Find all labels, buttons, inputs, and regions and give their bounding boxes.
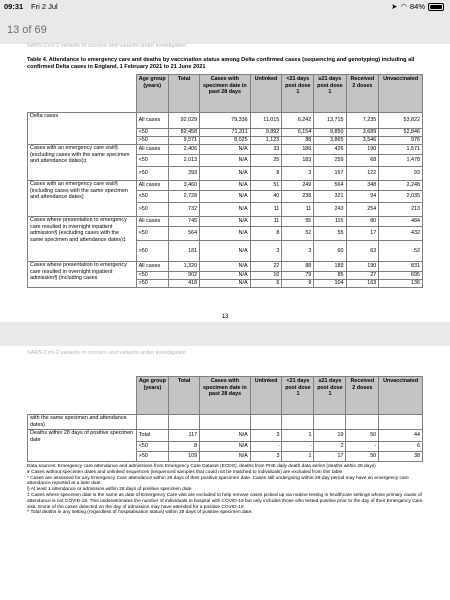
row-group-label: Cases where presentation to emergency care resulted in overnight inpatient admission§ (excluding cases with the same specimen and attendance dates)‡	[28, 217, 137, 262]
value-cell: 27	[346, 272, 379, 280]
value-cell: 249	[282, 181, 314, 191]
value-cell: 564	[314, 181, 346, 191]
value-cell: N/A	[200, 217, 250, 227]
value-cell: 254	[346, 203, 379, 217]
header-cases-28-days: Cases with specimen date in past 28 days	[200, 377, 251, 415]
value-cell: N/A	[200, 280, 250, 288]
age-group-cell: All cases	[136, 181, 168, 191]
value-cell: 13,715	[314, 113, 346, 129]
row-group-label: Deaths within 28 days of positive specimen date	[28, 430, 137, 462]
value-cell: 1,478	[379, 155, 423, 167]
age-group-cell: All cases	[136, 145, 168, 155]
value-cell: 3,689	[346, 129, 379, 137]
value-cell: 53,822	[379, 113, 423, 129]
value-cell: 68	[346, 155, 379, 167]
value-cell: 3,460	[168, 181, 199, 191]
value-cell: 25	[250, 155, 282, 167]
value-cell: 3,546	[346, 137, 379, 145]
age-group-cell: All cases	[136, 262, 168, 272]
value-cell: N/A	[200, 442, 251, 452]
value-cell: 22	[250, 262, 282, 272]
value-cell: 2,013	[168, 155, 199, 167]
header-row	[28, 377, 423, 415]
value-cell: 115	[314, 217, 346, 227]
status-bar	[0, 0, 450, 14]
value-cell: 163	[346, 280, 379, 288]
value-cell: 79,336	[200, 113, 250, 129]
value-cell: 321	[314, 191, 346, 203]
value-cell: 38	[379, 452, 423, 462]
value-cell: -	[250, 442, 282, 452]
value-cell: 2,728	[168, 191, 199, 203]
header-unlinked: Unlinked	[250, 75, 282, 113]
running-header: SARS-CoV-2 variants of concern and variants under investigation	[27, 350, 187, 356]
value-cell: 8	[250, 167, 282, 181]
table-row	[28, 181, 423, 191]
value-cell: 8	[250, 227, 282, 241]
header-cases-28-days: Cases with specimen date in past 28 days	[200, 75, 250, 113]
battery-percent: 84%	[409, 2, 425, 11]
value-cell: 190	[346, 145, 379, 155]
age-group-cell: >50	[136, 452, 168, 462]
value-cell: 16	[250, 272, 282, 280]
value-cell: 79	[282, 272, 314, 280]
value-cell: N/A	[200, 191, 250, 203]
value-cell: 243	[314, 203, 346, 217]
footnote: ‡ Cases where specimen date is the same as date of Emergency Care visit are excluded to help remove cases picked up via routine testing in healthcare settings whose primary cause of attendance is not COVID-19. This underestimates the number of individuals in hospital with COVID-19 but only includes those who tested positive prior to the day of their Emergency Care visit. Some of the cases detected on the day of admission may have attended for a positive COVID-19.	[27, 492, 423, 510]
value-cell: 902	[168, 272, 199, 280]
age-group-cell: All cases	[136, 113, 168, 129]
value-cell: 104	[314, 280, 346, 288]
value-cell: 3,865	[314, 137, 346, 145]
age-group-cell: <50	[136, 272, 168, 280]
value-cell: 8	[169, 442, 200, 452]
value-cell: 80	[346, 217, 379, 227]
age-group-cell: >50	[136, 280, 168, 288]
value-cell: 3	[282, 167, 314, 181]
value-cell: 6	[379, 442, 423, 452]
location-icon: ➤	[391, 2, 398, 11]
value-cell: N/A	[200, 145, 250, 155]
footnote: ^ Total deaths in any setting (regardless of hospitalisation status) within 28 days of positive specimen date.	[27, 510, 253, 516]
age-group-cell: Total	[136, 430, 168, 442]
value-cell: 40	[250, 191, 282, 203]
value-cell: 2,248	[379, 181, 423, 191]
header-unlinked: Unlinked	[250, 377, 282, 415]
value-cell: 11,015	[250, 113, 282, 129]
status-date: Fri 2 Jul	[31, 2, 58, 11]
value-cell: 55	[282, 217, 314, 227]
value-cell: 52,846	[379, 129, 423, 137]
value-cell: 484	[379, 217, 423, 227]
value-cell: 1,320	[168, 262, 199, 272]
header-lt21-days: <21 days post dose 1	[282, 75, 314, 113]
value-cell: 1	[282, 430, 314, 442]
document-page-14	[0, 346, 450, 600]
value-cell: 418	[168, 280, 199, 288]
value-cell: 19	[314, 430, 346, 442]
value-cell: 71,311	[200, 129, 250, 137]
value-cell: 9,892	[250, 129, 282, 137]
value-cell: 8,025	[200, 137, 250, 145]
age-group-cell: <50	[136, 155, 168, 167]
value-cell: 6,242	[282, 113, 314, 129]
value-cell: 6,154	[282, 129, 314, 137]
value-cell: 259	[314, 155, 346, 167]
value-cell: 117	[169, 430, 200, 442]
value-cell: 2	[314, 442, 346, 452]
header-unvaccinated: Unvaccinated	[379, 377, 423, 415]
value-cell: 189	[314, 262, 346, 272]
row-group-label: Cases with an emergency care visit§ (including cases with the same specimen and attendance dates)	[28, 181, 137, 217]
value-cell: 17	[314, 452, 346, 462]
value-cell: 432	[379, 227, 423, 241]
footnote: * Cases are assessed for any Emergency Care attendance within 28 days of their positive specimen date. Cases still undergoing within-28-day period may have an emergency care attendance reported at a later date.	[27, 475, 409, 487]
value-cell: 190	[346, 262, 379, 272]
value-cell: 122	[346, 167, 379, 181]
age-group-cell: All cases	[136, 217, 168, 227]
value-cell: N/A	[200, 430, 251, 442]
value-cell: -	[282, 442, 314, 452]
age-group-cell: <50	[136, 129, 168, 137]
age-group-cell: <50	[136, 191, 168, 203]
value-cell: 213	[379, 203, 423, 217]
table-row	[28, 145, 423, 155]
value-cell: 186	[282, 145, 314, 155]
value-cell: 167	[314, 167, 346, 181]
value-cell: N/A	[200, 241, 250, 262]
value-cell: 82,458	[168, 129, 199, 137]
value-cell: 60	[314, 241, 346, 262]
value-cell: 63	[346, 241, 379, 262]
value-cell: 88	[282, 262, 314, 272]
value-cell: 564	[168, 227, 199, 241]
value-cell: 52	[282, 227, 314, 241]
value-cell: 2,406	[168, 145, 199, 155]
value-cell: 33	[250, 145, 282, 155]
value-cell: 9,850	[314, 129, 346, 137]
data-table	[27, 74, 423, 288]
footnote: § At least 1 attendance or admission within 28 days of positive specimen date	[27, 487, 192, 493]
header-age-group: Age group (years)	[136, 75, 168, 113]
value-cell: 11	[250, 217, 282, 227]
row-group-label: Cases with an emergency care visit§ (excluding cases with the same specimen and attendance dates)‡	[28, 145, 137, 181]
table-row	[28, 430, 423, 442]
value-cell: 7,235	[346, 113, 379, 129]
value-cell: 3	[282, 241, 314, 262]
value-cell: 109	[169, 452, 200, 462]
age-group-cell: >50	[136, 137, 168, 145]
value-cell: 238	[282, 191, 314, 203]
value-cell: 6	[250, 280, 282, 288]
header-two-doses: Received 2 doses	[346, 377, 379, 415]
value-cell: 695	[379, 272, 423, 280]
value-cell: 1	[282, 452, 314, 462]
age-group-cell: <50	[136, 227, 168, 241]
header-two-doses: Received 2 doses	[346, 75, 379, 113]
age-group-cell: >50	[136, 203, 168, 217]
value-cell: 11	[250, 203, 282, 217]
battery-icon	[428, 3, 444, 11]
value-cell: 88	[282, 137, 314, 145]
value-cell: 426	[314, 145, 346, 155]
value-cell: 93	[379, 167, 423, 181]
header-ge21-days: ≥21 days post dose 1	[314, 75, 346, 113]
value-cell: N/A	[200, 227, 250, 241]
header-row	[28, 75, 423, 113]
continuation-row	[28, 415, 423, 430]
value-cell: 92,029	[168, 113, 199, 129]
footnote: ¥ Cases without specimen dates and unlinked sequences (sequenced samples that could not be matched to individuals) are excluded from this table.	[27, 469, 344, 475]
value-cell: N/A	[200, 181, 250, 191]
header-age-group: Age group (years)	[136, 377, 168, 415]
document-page-13	[0, 44, 450, 322]
value-cell: 348	[346, 181, 379, 191]
value-cell: 17	[346, 227, 379, 241]
table-title: Table 4. Attendance to emergency care and deaths by vaccination status among Delta confirmed cases (sequencing and genotyping) including all confirmed Delta cases in England, 1 February 2021 to 21 June 2021	[27, 57, 415, 70]
value-cell: 393	[168, 167, 199, 181]
row-group-label: Delta cases	[28, 113, 137, 145]
page-number: 13	[221, 314, 229, 320]
value-cell: -	[346, 442, 379, 452]
header-blank	[28, 377, 137, 415]
value-cell: 9	[282, 280, 314, 288]
value-cell: 183	[282, 155, 314, 167]
value-cell: 55	[314, 227, 346, 241]
header-total: Total	[169, 377, 200, 415]
continuation-label: with the same specimen and attendance dates)	[28, 415, 137, 430]
value-cell: 1,123	[250, 137, 282, 145]
value-cell: 50	[346, 452, 379, 462]
age-group-cell: <50	[136, 442, 168, 452]
value-cell: 2,035	[379, 191, 423, 203]
value-cell: 3	[250, 452, 282, 462]
header-lt21-days: <21 days post dose 1	[282, 377, 314, 415]
value-cell: 44	[379, 430, 423, 442]
data-table-continued	[27, 376, 423, 462]
row-group-label: Cases where presentation to emergency care resulted in overnight inpatient admission§ (including cases	[28, 262, 137, 288]
header-blank	[28, 75, 137, 113]
wifi-icon: ◠	[400, 2, 407, 11]
value-cell: N/A	[200, 452, 251, 462]
age-group-cell: >50	[136, 241, 168, 262]
status-time: 09:31	[4, 2, 24, 11]
footnote: Data sources: Emergency care attendance and admissions from Emergency Care Dataset (ECDS), deaths from PHE daily death data series (deaths within 28 days)	[27, 464, 376, 469]
value-cell: 831	[379, 262, 423, 272]
value-cell: 9,571	[168, 137, 199, 145]
table-row	[28, 262, 423, 272]
table-row	[28, 113, 423, 129]
header-ge21-days: ≥21 days post dose 1	[314, 377, 346, 415]
header-total: Total	[168, 75, 199, 113]
value-cell: 3	[250, 241, 282, 262]
value-cell: N/A	[200, 167, 250, 181]
value-cell: N/A	[200, 262, 250, 272]
table-row	[28, 217, 423, 227]
value-cell: 52	[379, 241, 423, 262]
value-cell: 3	[250, 430, 282, 442]
value-cell: 745	[168, 217, 199, 227]
value-cell: N/A	[200, 155, 250, 167]
value-cell: 51	[250, 181, 282, 191]
value-cell: 11	[282, 203, 314, 217]
value-cell: N/A	[200, 272, 250, 280]
value-cell: 50	[346, 430, 379, 442]
value-cell: 976	[379, 137, 423, 145]
page-counter: 13 of 69	[7, 24, 47, 36]
value-cell: N/A	[200, 203, 250, 217]
running-header: SARS-CoV-2 variants of concern and variants under investigation	[27, 43, 187, 49]
value-cell: 732	[168, 203, 199, 217]
value-cell: 1,571	[379, 145, 423, 155]
value-cell: 136	[379, 280, 423, 288]
value-cell: 181	[168, 241, 199, 262]
value-cell: 94	[346, 191, 379, 203]
status-right	[391, 2, 444, 11]
age-group-cell: >50	[136, 167, 168, 181]
value-cell: 85	[314, 272, 346, 280]
footnotes	[27, 464, 427, 516]
header-unvaccinated: Unvaccinated	[379, 75, 423, 113]
